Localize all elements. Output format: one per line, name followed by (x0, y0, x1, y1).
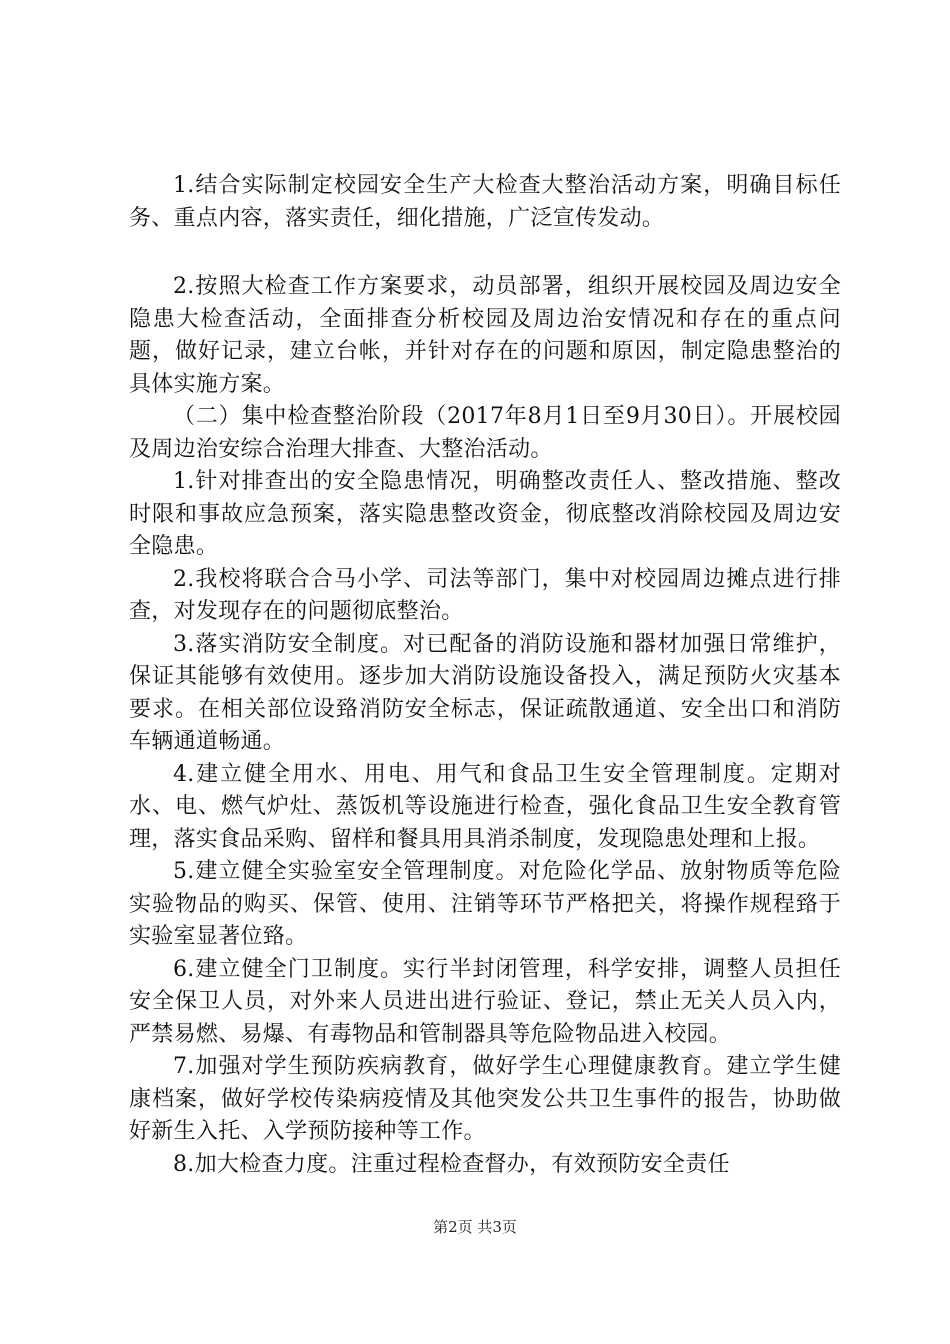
paragraph-step-1-plan: 1.结合实际制定校园安全生产大检查大整治活动方案，明确目标任务、重点内容，落实责任，细化措施，广泛宣传发动。 (129, 173, 841, 231)
paragraph-stage-heading: （二）集中检查整治阶段（2017年8月1日至9月30日）。开展校园及周边治安综合治理大排查、大整治活动。 (129, 404, 841, 462)
paragraph-health-education: 7.加强对学生预防疾病教育，做好学生心理健康教育。建立学生健康档案，做好学校传染病疫情及其他突发公共卫生事件的报告，协助做好新生入托、入学预防接种等工作。 (129, 1054, 841, 1144)
paragraph-inspection-strength: 8.加大检查力度。注重过程检查督办，有效预防安全责任 (173, 1151, 730, 1177)
paragraph-rectification: 1.针对排查出的安全隐患情况，明确整改责任人、整改措施、整改时限和事故应急预案，落实隐患整改资金，彻底整改消除校园及周边安全隐患。 (129, 469, 841, 559)
paragraph-laboratory-safety: 5.建立健全实验室安全管理制度。对危险化学品、放射物质等危险实验物品的购买、保管、使用、注销等环节严格把关，将操作规程臵于实验室显著位臵。 (129, 859, 841, 949)
paragraph-fire-safety: 3.落实消防安全制度。对已配备的消防设施和器材加强日常维护，保证其能够有效使用。逐步加大消防设施设备投入，满足预防火灾基本要求。在相关部位设臵消防安全标志，保证疏散通道、安全出口和消防车辆通道畅通。 (129, 631, 841, 754)
paragraph-step-2-inspection: 2.按照大检查工作方案要求，动员部署，组织开展校园及周边安全隐患大检查活动，全面排查分析校园及周边治安情况和存在的重点问题，做好记录，建立台帐，并针对存在的问题和原因，制定隐患整治的具体实施方案。 (129, 274, 841, 397)
page-number-footer: 第2页 共3页 (433, 1218, 517, 1236)
paragraph-gatekeeper: 6.建立健全门卫制度。实行半封闭管理，科学安排，调整人员担任安全保卫人员，对外来人员进出进行验证、登记，禁止无关人员入内，严禁易燃、易爆、有毒物品和管制器具等危险物品进入校园。 (129, 956, 841, 1047)
paragraph-utilities-food-safety: 4.建立健全用水、用电、用气和食品卫生安全管理制度。定期对水、电、燃气炉灶、蒸饭机等设施进行检查，强化食品卫生安全教育管理，落实食品采购、留样和餐具用具消杀制度，发现隐患处理和上报。 (129, 761, 841, 852)
document-body (129, 170, 841, 1181)
paragraph-joint-inspection: 2.我校将联合合马小学、司法等部门，集中对校园周边摊点进行排查，对发现存在的问题彻底整治。 (129, 566, 841, 624)
